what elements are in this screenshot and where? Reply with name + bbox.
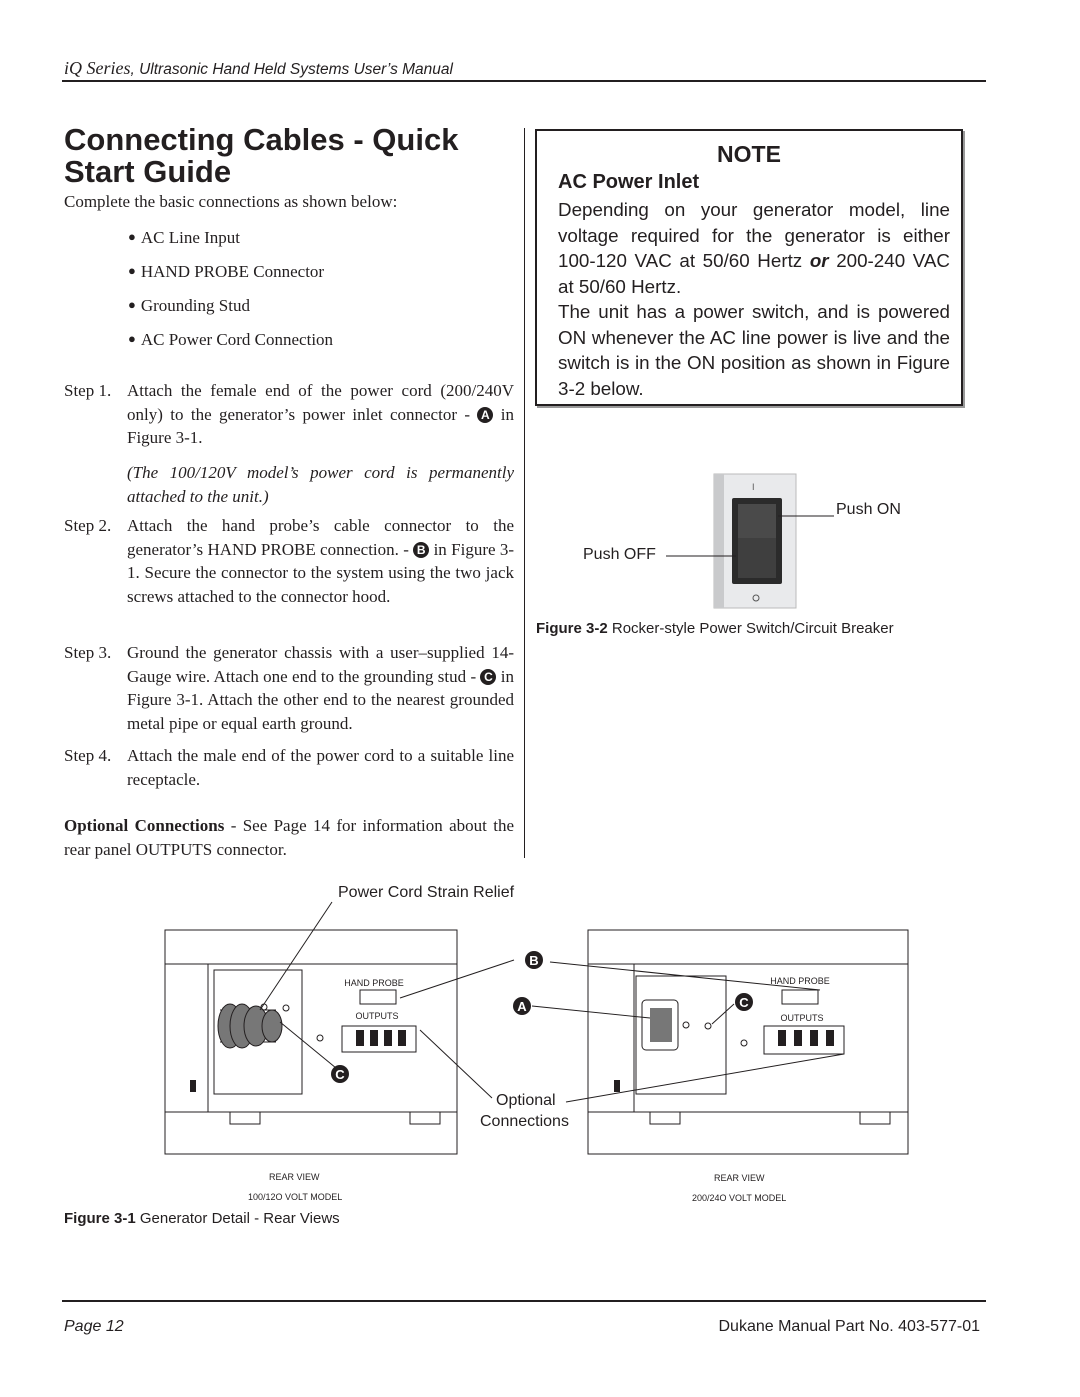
manual-title: , Ultrasonic Hand Held Systems User’s Manual (130, 61, 453, 78)
marker-c-icon: C (480, 669, 496, 685)
marker-a-icon: A (477, 407, 493, 423)
outputs-label: OUTPUTS (355, 1011, 399, 1021)
push-off-label: Push OFF (583, 546, 656, 563)
column-divider (524, 128, 525, 858)
bullet-item: ● HAND PROBE Connector (128, 262, 325, 281)
step-1-note: (The 100/120V model’s power cord is permanently attached to the unit.) (127, 463, 514, 506)
strain-relief-label: Power Cord Strain Relief (338, 884, 515, 901)
step-1: Step 1. Attach the female end of the power cord (200/240V only) to the generator’s power inlet connector - A in Figure 3-1. (64, 381, 514, 447)
intro-text: Complete the basic connections as shown below: (64, 192, 398, 211)
footer-rule (62, 1300, 986, 1302)
step-4: Step 4. Attach the male end of the power cord to a suitable line receptacle. (64, 746, 514, 789)
rear-view-right: REAR VIEW (714, 1173, 765, 1183)
running-header (64, 58, 453, 79)
note-box (535, 129, 963, 406)
page-title: Connecting Cables - Quick Start Guide (64, 122, 459, 189)
part-number: Dukane Manual Part No. 403-577-01 (718, 1318, 980, 1335)
svg-text:I: I (752, 482, 755, 492)
figure-3-1-caption: Figure 3-1 Generator Detail - Rear Views (64, 1210, 340, 1227)
bullet-item: ● Grounding Stud (128, 296, 250, 315)
series-brand: iQ Series (64, 58, 131, 78)
connections-label: Connections (480, 1113, 569, 1130)
note-subheading: AC Power Inlet (558, 171, 700, 193)
outputs-label: OUTPUTS (780, 1013, 824, 1023)
bullet-item: ● AC Power Cord Connection (128, 330, 334, 349)
marker-b-icon: B (529, 953, 539, 968)
hand-probe-label: HAND PROBE (770, 976, 830, 986)
step-3: Step 3. Ground the generator chassis with a user–supplied 14-Gauge wire. Attach one end to the grounding stud - C in Figure 3-1. Attach the other end to the nearest grounded metal pipe or equal earth ground. (64, 643, 514, 733)
hand-probe-label: HAND PROBE (344, 978, 404, 988)
step-2: Step 2. Attach the hand probe’s cable connector to the generator’s HAND PROBE connection. - B in Figure 3-1. Secure the connector to the system using the two jack screws attached to the connector hood. (64, 516, 515, 606)
model-left: 100/12O VOLT MODEL (248, 1192, 343, 1202)
rocker-switch-figure (560, 470, 980, 615)
model-right: 200/24O VOLT MODEL (692, 1193, 787, 1203)
marker-c-icon: C (335, 1067, 345, 1082)
note-para-1: Depending on your generator model, line voltage required for the generator is either 100-120 VAC at 50/60 Hertz or 200-240 VAC at 50/60 Hertz. (558, 199, 950, 297)
page-number: Page 12 (64, 1318, 124, 1335)
push-on-label: Push ON (836, 501, 901, 518)
marker-b-icon: B (413, 542, 429, 558)
bullet-item: ● AC Line Input (128, 228, 241, 247)
note-heading: NOTE (717, 141, 781, 167)
marker-c-icon: C (739, 995, 749, 1010)
rear-view-left: REAR VIEW (269, 1172, 320, 1182)
optional-connections: Optional Connections - See Page 14 for information about the rear panel OUTPUTS connector. (64, 816, 515, 859)
header-rule (62, 80, 986, 82)
marker-a-icon: A (517, 999, 527, 1014)
optional-label: Optional (496, 1092, 556, 1109)
figure-3-2-caption: Figure 3-2 Rocker-style Power Switch/Circuit Breaker (536, 620, 894, 637)
note-para-2: The unit has a power switch, and is powered ON whenever the AC line power is live and the switch is in the ON position as shown in Figure 3-2 below. (558, 301, 950, 399)
